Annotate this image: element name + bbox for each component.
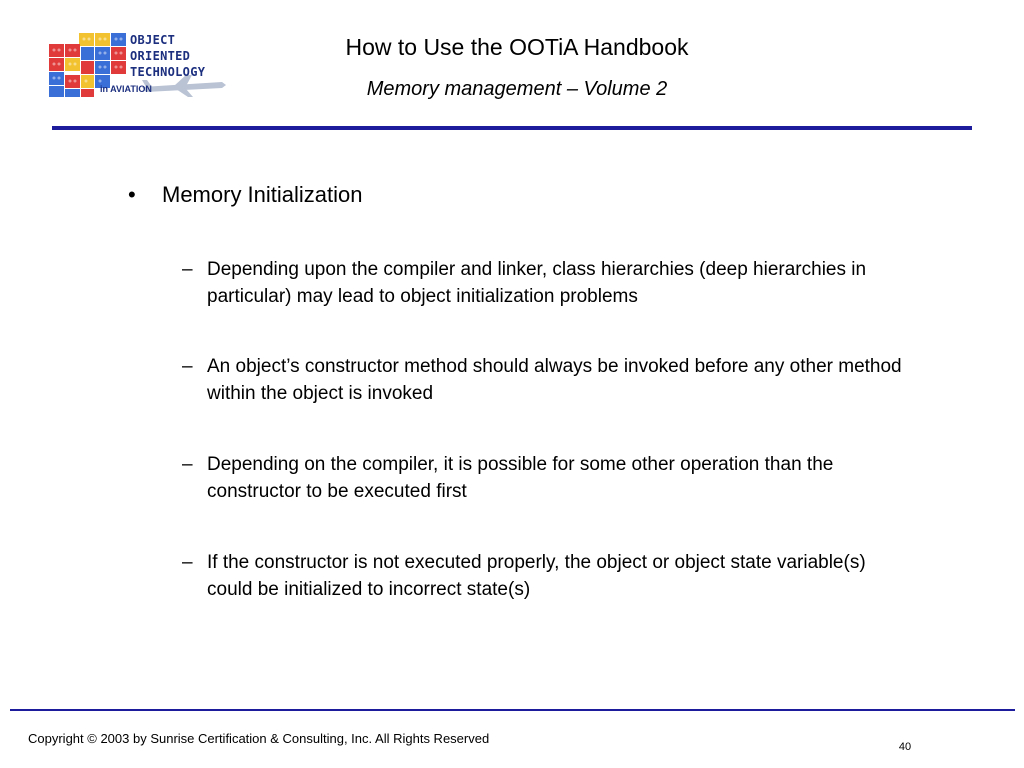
dash-marker: –: [182, 259, 193, 280]
logo-line-technology: TECHNOLOGY: [130, 65, 206, 79]
page-number: 40: [898, 741, 912, 753]
slide-subtitle: Memory management – Volume 2: [366, 78, 668, 100]
sub-bullet-text: Depending on the compiler, it is possible for some other operation than the constructor to be executed first: [207, 454, 834, 502]
sub-bullet-3: [182, 451, 912, 505]
main-bullet-text: Memory Initialization: [162, 182, 363, 207]
sub-bullet-text: If the constructor is not executed properly, the object or object state variable(s) could be initialized to incorrect state(s): [207, 552, 866, 600]
logo-wordmark: [130, 32, 205, 80]
logo-line-oriented: ORIENTED: [130, 49, 191, 63]
slide-title: How to Use the OOTiA Handbook: [345, 34, 689, 60]
sub-bullet-2: [182, 353, 912, 407]
ootia-logo: [46, 30, 228, 100]
dash-marker: –: [182, 552, 193, 573]
dash-marker: –: [182, 454, 193, 475]
copyright-notice: Copyright © 2003 by Sunrise Certification & Consulting, Inc. All Rights Reserved: [28, 731, 490, 746]
footer-divider: [10, 709, 1015, 711]
header-divider: [52, 126, 972, 130]
sub-bullet-4: [182, 549, 912, 603]
sub-bullet-1: [182, 256, 912, 310]
main-bullet: [128, 181, 363, 209]
bullet-marker: •: [128, 182, 136, 207]
sub-bullet-text: An object’s constructor method should always be invoked before any other method within the object is invoked: [207, 356, 902, 404]
logo-line-object: OBJECT: [130, 33, 176, 47]
sub-bullet-text: Depending upon the compiler and linker, class hierarchies (deep hierarchies in particular) may lead to object initialization problems: [207, 259, 867, 307]
logo-line-aviation: in AVIATION: [100, 84, 152, 94]
dash-marker: –: [182, 356, 193, 377]
